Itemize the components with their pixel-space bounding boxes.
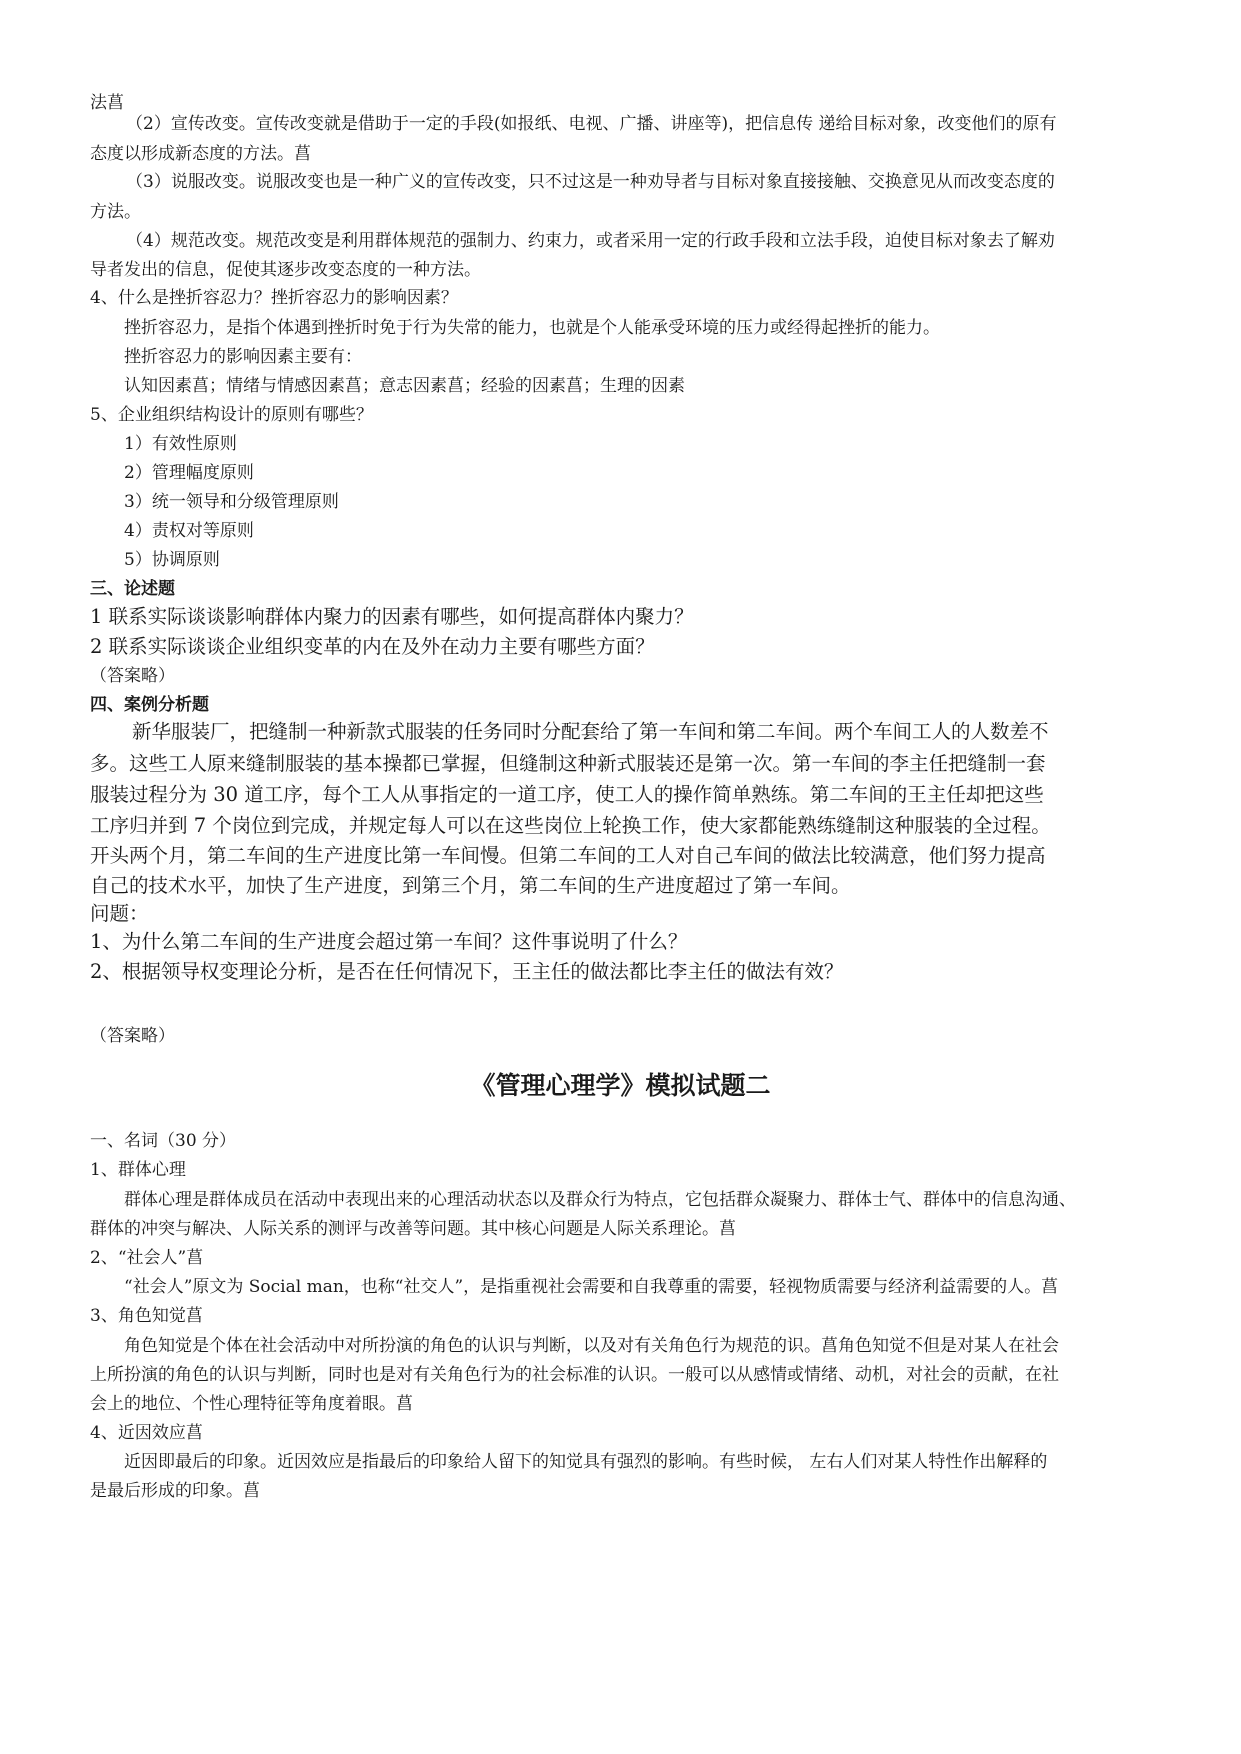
list-item: 3）统一领导和分级管理原则 — [124, 492, 339, 512]
section-heading: 四、案例分析题 — [90, 695, 209, 715]
text-line: 挫折容忍力的影响因素主要有： — [124, 347, 362, 367]
text-line: 1、为什么第二车间的生产进度会超过第一车间？这件事说明了什么？ — [90, 930, 688, 953]
text-line: 认知因素菖；情绪与情感因素菖；意志因素菖；经验的因素菖；生理的因素 — [124, 376, 685, 396]
question-heading: 5、企业组织结构设计的原则有哪些？ — [90, 405, 373, 425]
question-heading: 4、什么是挫折容忍力？挫折容忍力的影响因素？ — [90, 288, 458, 308]
page-title: 《管理心理学》模拟试题二 — [470, 1071, 771, 1100]
text-line: 自己的技术水平，加快了生产进度，到第三个月，第二车间的生产进度超过了第一车间。 — [90, 874, 851, 897]
list-item: 4）责权对等原则 — [124, 521, 254, 541]
section-heading: 三、论述题 — [90, 579, 175, 599]
text-line: 群体的冲突与解决、人际关系的测评与改善等问题。其中核心问题是人际关系理论。菖 — [90, 1219, 736, 1239]
term-heading: 2、“社会人”菖 — [90, 1248, 204, 1268]
text-line: 1 联系实际谈谈影响群体内聚力的因素有哪些，如何提高群体内聚力？ — [90, 605, 694, 628]
text-line: 方法。 — [90, 202, 141, 222]
text-line: “社会人”原文为 Social man，也称“社交人”，是指重视社会需要和自我尊重的需要，轻视物质需要与经济利益需要的人。菖 — [124, 1277, 1059, 1297]
list-item: 1）有效性原则 — [124, 434, 237, 454]
text-line: （答案略） — [90, 666, 175, 686]
text-line: （4）规范改变。规范改变是利用群体规范的强制力、约束力，或者采用一定的行政手段和立法手段，迫使目标对象去了解劝 — [126, 231, 1055, 251]
text-line: 问题： — [90, 902, 149, 925]
text-line: 2、根据领导权变理论分析，是否在任何情况下，王主任的做法都比李主任的做法有效？ — [90, 960, 844, 983]
text-line: 是最后形成的印象。菖 — [90, 1481, 260, 1501]
text-line: 开头两个月，第二车间的生产进度比第一车间慢。但第二车间的工人对自己车间的做法比较满意，他们努力提高 — [90, 844, 1046, 867]
text-line: 新华服装厂，把缝制一种新款式服装的任务同时分配套给了第一车间和第二车间。两个车间工人的人数差不 — [132, 720, 1049, 743]
text-line: 2 联系实际谈谈企业组织变革的内在及外在动力主要有哪些方面？ — [90, 635, 655, 658]
text-line: 法菖 — [90, 93, 124, 113]
text-line: 态度以形成新态度的方法。菖 — [90, 144, 311, 164]
text-line: 导者发出的信息，促使其逐步改变态度的一种方法。 — [90, 260, 481, 280]
text-line: 多。这些工人原来缝制服装的基本操都已掌握，但缝制这种新式服装还是第一次。第一车间的李主任把缝制一套 — [90, 752, 1046, 775]
section-heading: 一、名词（30 分） — [90, 1131, 237, 1151]
term-heading: 4、近因效应菖 — [90, 1423, 203, 1443]
text-line: 近因即最后的印象。近因效应是指最后的印象给人留下的知觉具有强烈的影响。有些时候， 左右人们对某人特性作出解释的 — [124, 1452, 1048, 1472]
text-line: 上所扮演的角色的认识与判断，同时也是对有关角色行为的社会标准的认识。一般可以从感情或情绪、动机，对社会的贡献，在社 — [90, 1365, 1059, 1385]
text-line: （答案略） — [90, 1026, 175, 1046]
text-line: 会上的地位、个性心理特征等角度着眼。菖 — [90, 1394, 413, 1414]
list-item: 2）管理幅度原则 — [124, 463, 254, 483]
text-line: 挫折容忍力，是指个体遇到挫折时免于行为失常的能力，也就是个人能承受环境的压力或经得起挫折的能力。 — [124, 318, 940, 338]
text-line: 角色知觉是个体在社会活动中对所扮演的角色的认识与判断，以及对有关角色行为规范的识。菖角色知觉不但是对某人在社会 — [124, 1336, 1059, 1356]
text-line: 服装过程分为 30 道工序，每个工人从事指定的一道工序，使工人的操作简单熟练。第二车间的王主任却把这些 — [90, 783, 1044, 806]
text-line: 群体心理是群体成员在活动中表现出来的心理活动状态以及群众行为特点，它包括群众凝聚力、群体士气、群体中的信息沟通、 — [124, 1190, 1076, 1210]
term-heading: 3、角色知觉菖 — [90, 1306, 203, 1326]
term-heading: 1、群体心理 — [90, 1160, 186, 1180]
list-item: 5）协调原则 — [124, 550, 220, 570]
text-line: （2）宣传改变。宣传改变就是借助于一定的手段(如报纸、电视、广播、讲座等)，把信息传 递给目标对象，改变他们的原有 — [126, 114, 1057, 134]
text-line: （3）说服改变。说服改变也是一种广义的宣传改变，只不过这是一种劝导者与目标对象直接接触、交换意见从而改变态度的 — [126, 172, 1055, 192]
text-line: 工序归并到 7 个岗位到完成，并规定每人可以在这些岗位上轮换工作，使大家都能熟练缝制这种服装的全过程。 — [90, 814, 1051, 837]
